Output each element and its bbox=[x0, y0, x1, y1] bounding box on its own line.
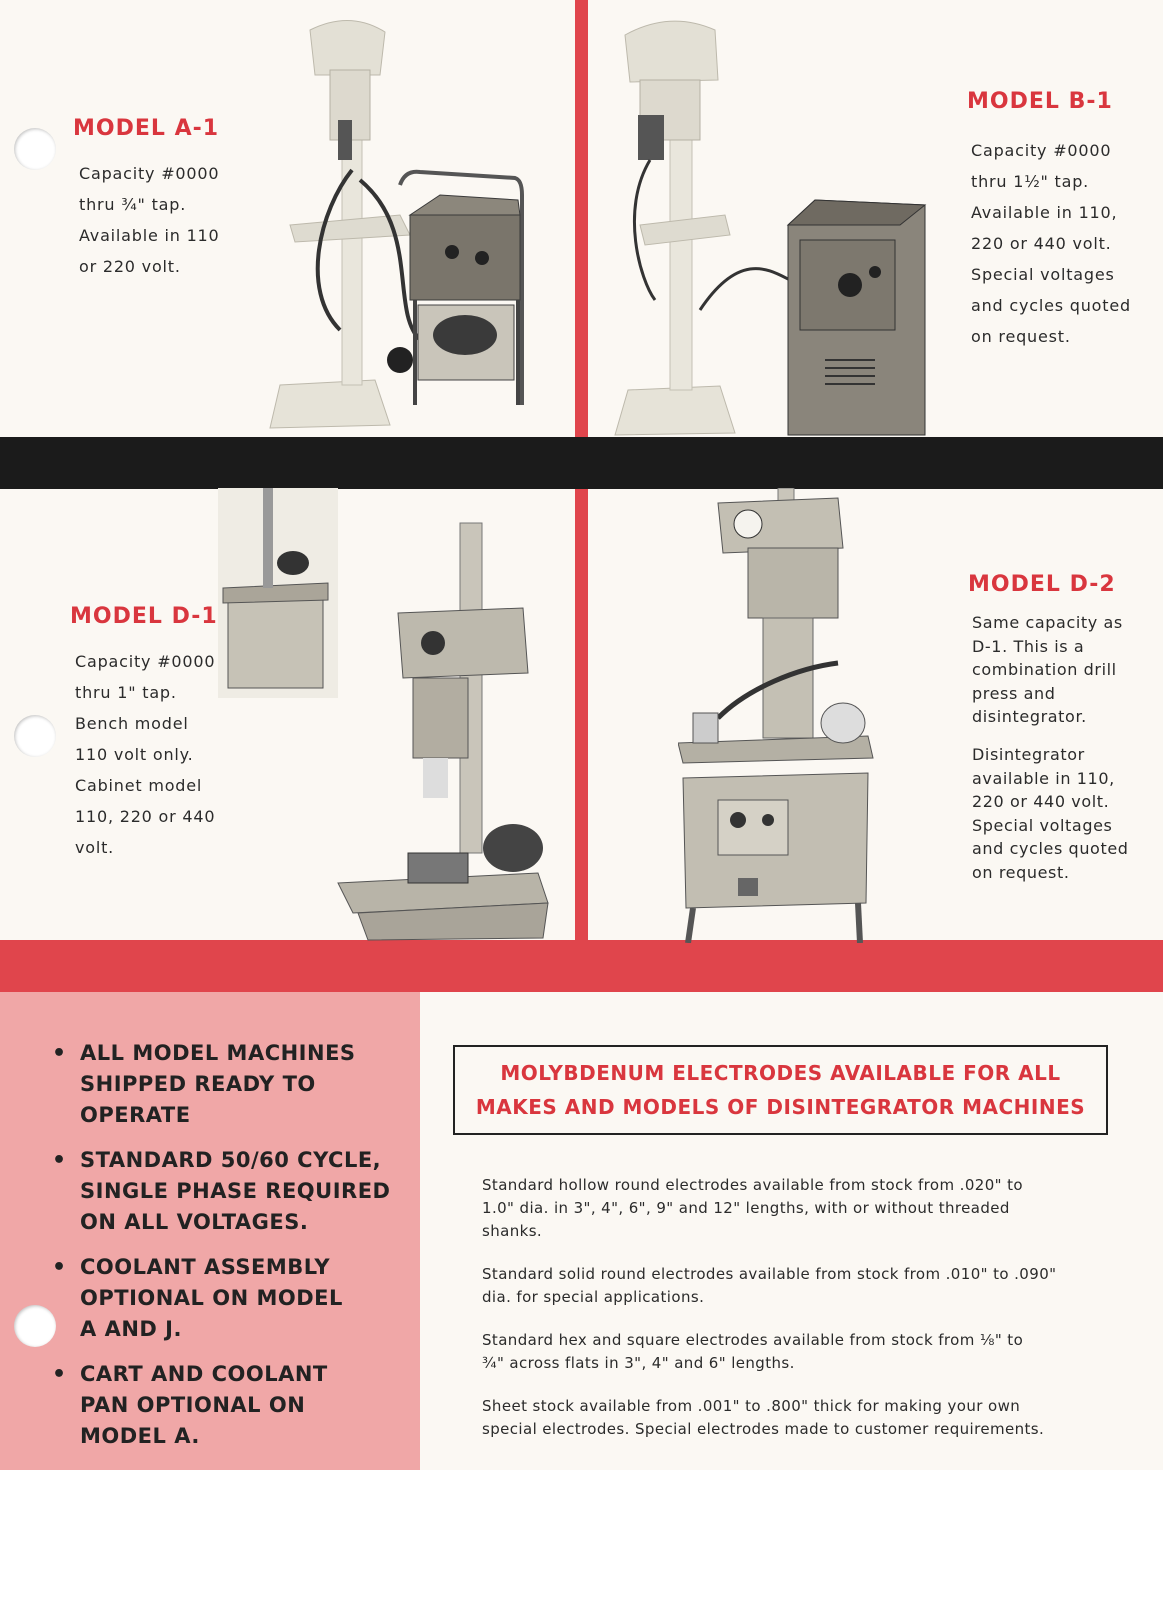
list-item: • COOLANT ASSEMBLY OPTIONAL ON MODEL A AND J. bbox=[52, 1252, 412, 1345]
electrodes-heading-box bbox=[453, 1045, 1108, 1135]
model-d1-description: Capacity #0000 thru 1" tap. Bench model 110 volt only. Cabinet model 110, 220 or 440 volt. bbox=[75, 652, 216, 857]
model-d2-title: MODEL D-2 bbox=[968, 572, 1116, 597]
model-d2-disintegrator-description: Disintegrator available in 110, 220 or 440 volt. Special voltages and cycles quoted on request. bbox=[972, 745, 1129, 882]
red-divider-top bbox=[575, 0, 588, 440]
red-divider-middle bbox=[575, 489, 588, 944]
model-a1-title: MODEL A-1 bbox=[73, 116, 220, 141]
list-item: • ALL MODEL MACHINES SHIPPED READY TO OPERATE bbox=[52, 1038, 412, 1131]
bullet-icon: • bbox=[52, 1148, 67, 1173]
bullet-icon: • bbox=[52, 1362, 67, 1387]
punch-hole-icon bbox=[14, 715, 56, 757]
punch-hole-icon bbox=[14, 128, 56, 170]
drill-press-with-cabinet-photo bbox=[600, 10, 940, 440]
model-b1-description: Capacity #0000 thru 1½" tap. Available in 110, 220 or 440 volt. Special voltages and cycles quoted on request. bbox=[971, 141, 1131, 346]
list-item: • CART AND COOLANT PAN OPTIONAL ON MODEL A. bbox=[52, 1359, 412, 1452]
bullet-icon: • bbox=[52, 1255, 67, 1280]
punch-hole-icon bbox=[14, 1305, 56, 1347]
electrodes-paragraph-hollow: Standard hollow round electrodes available from stock from .020" to 1.0" dia. in 3", 4", 6", 9" and 12" lengths, with or without threaded shanks. bbox=[482, 1176, 1023, 1240]
model-a1-description: Capacity #0000 thru ¾" tap. Available in 110 or 220 volt. bbox=[79, 164, 220, 276]
model-b1-title: MODEL B-1 bbox=[967, 89, 1113, 114]
drill-press-with-cart-photo bbox=[260, 10, 540, 440]
feature-list bbox=[52, 1038, 412, 1466]
model-d2-description: Same capacity as D-1. This is a combination drill press and disintegrator. bbox=[972, 613, 1123, 726]
list-item: • STANDARD 50/60 CYCLE, SINGLE PHASE REQUIRED ON ALL VOLTAGES. bbox=[52, 1145, 412, 1238]
electrodes-paragraph-sheet: Sheet stock available from .001" to .800" thick for making your own special electrodes. Special electrodes made to customer requirements. bbox=[482, 1397, 1045, 1438]
electrodes-heading-line: MAKES AND MODELS OF DISINTEGRATOR MACHINES bbox=[475, 1095, 1086, 1119]
combination-drill-disintegrator-photo bbox=[678, 488, 898, 943]
electrodes-paragraph-hex: Standard hex and square electrodes available from stock from ⅛" to ¾" across flats in 3", 4" and 6" lengths. bbox=[482, 1331, 1024, 1372]
model-d1-title: MODEL D-1 bbox=[70, 604, 218, 629]
bullet-icon: • bbox=[52, 1041, 67, 1066]
page-margin bbox=[0, 1470, 1163, 1600]
electrodes-paragraph-solid: Standard solid round electrodes available from stock from .010" to .090" dia. for special applications. bbox=[482, 1265, 1057, 1306]
bench-drill-press-photo bbox=[218, 488, 558, 943]
red-band bbox=[0, 940, 1163, 992]
electrodes-heading-line: MOLYBDENUM ELECTRODES AVAILABLE FOR ALL bbox=[500, 1061, 1061, 1085]
black-band bbox=[0, 437, 1163, 489]
